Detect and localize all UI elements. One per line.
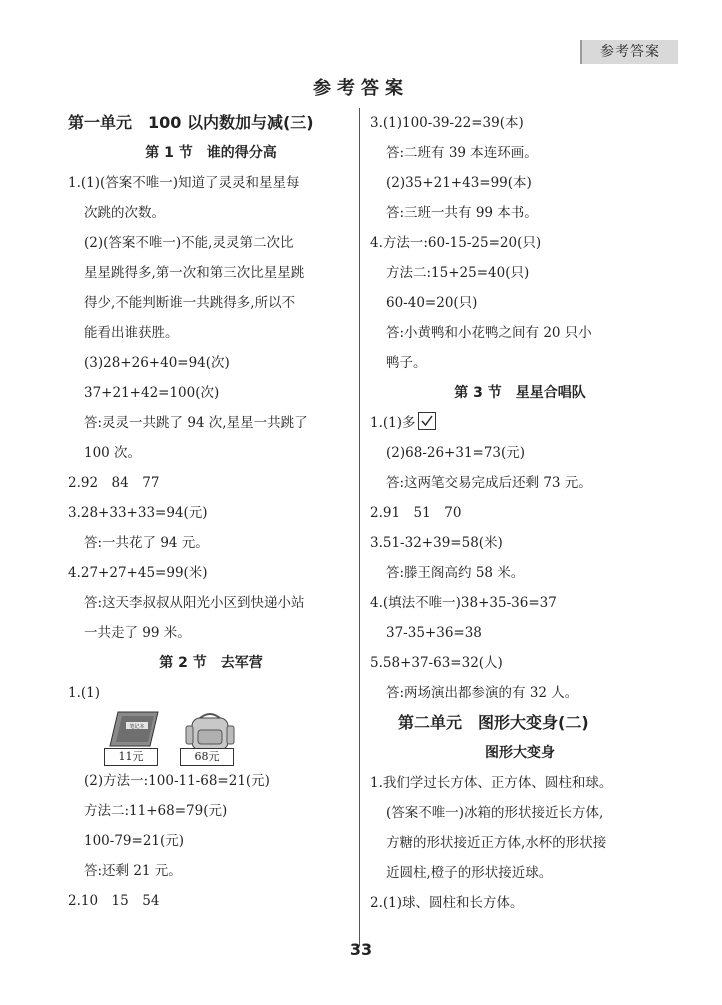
answer-line: 答:这天李叔叔从阳光小区到快递小站 xyxy=(84,595,305,611)
answer-line: (3)28+26+40=94(次) xyxy=(84,355,230,371)
answer-line: 答:两场演出都参演的有 32 人。 xyxy=(386,685,579,701)
answer-line: 37+21+42=100(次) xyxy=(84,385,220,401)
answer-line: 3.28+33+33=94(元) xyxy=(68,505,208,521)
answer-line: (2)35+21+43=99(本) xyxy=(386,175,532,191)
answer-line: 次跳的次数。 xyxy=(84,205,165,221)
page-number: 33 xyxy=(349,940,373,959)
answer-line: 2.92 84 77 xyxy=(68,475,160,491)
section-3-title: 第 3 节 星星合唱队 xyxy=(454,385,586,401)
answer-key-tag: 参考答案 xyxy=(580,40,678,64)
answer-line: (2)68-26+31=73(元) xyxy=(386,445,526,461)
answer-line xyxy=(370,408,670,438)
answer-line: 近圆柱,橙子的形状接近球。 xyxy=(386,865,553,881)
answer-line: 答:一共花了 94 元。 xyxy=(84,535,209,551)
answer-line: (2)(答案不唯一)不能,灵灵第二次比 xyxy=(84,235,294,251)
answer-line: 1.(1)(答案不唯一)知道了灵灵和星星每 xyxy=(68,175,300,191)
answer-line: 得少,不能判断谁一共跳得多,所以不 xyxy=(84,295,296,311)
answer-line: 答:还剩 21 元。 xyxy=(84,863,182,879)
answer-line: 星星跳得多,第一次和第三次比星星跳 xyxy=(84,265,305,281)
answer-line: 方糖的形状接近正方体,水杯的形状接 xyxy=(386,835,607,851)
answer-line: 5.58+37-63=32(人) xyxy=(370,655,503,671)
answer-line: 100 次。 xyxy=(84,445,142,461)
answer-line: 1.(1) xyxy=(68,685,101,701)
answer-line: 答:小黄鸭和小花鸭之间有 20 只小 xyxy=(386,325,592,341)
answer-line: 能看出谁获胜。 xyxy=(84,325,179,341)
backpack-price-tag: 68元 xyxy=(180,748,234,766)
answer-line: 2.10 15 54 xyxy=(68,893,160,909)
answer-line: 一共走了 99 米。 xyxy=(84,625,191,641)
notebook-price-tag: 11元 xyxy=(104,748,158,766)
answer-line: 4.27+27+45=99(米) xyxy=(68,565,208,581)
unit-two-subtitle: 图形大变身 xyxy=(485,745,555,761)
left-column xyxy=(68,108,354,916)
section-1-title: 第 1 节 谁的得分高 xyxy=(145,145,277,161)
answer-line: 2.(1)球、圆柱和长方体。 xyxy=(370,895,524,911)
notebook-label: 笔记本 xyxy=(129,724,145,730)
answer-line: 方法二:15+25=40(只) xyxy=(386,265,530,281)
page-title: 参考答案 xyxy=(313,78,409,99)
right-column xyxy=(370,108,670,918)
answer-line: 答:二班有 39 本连环画。 xyxy=(386,145,538,161)
answer-line: 3.51-32+39=58(米) xyxy=(370,535,503,551)
answer-line: 100-79=21(元) xyxy=(84,833,185,849)
answer-line: 4.方法一:60-15-25=20(只) xyxy=(370,235,542,251)
answer-line: 2.91 51 70 xyxy=(370,505,462,521)
section-2-title: 第 2 节 去军营 xyxy=(159,655,263,671)
unit-one-title: 第一单元 100 以内数加与减(三) xyxy=(68,113,314,132)
answer-text: 1.(1)多 xyxy=(370,415,416,431)
column-divider xyxy=(359,108,360,946)
answer-line: 1.我们学过长方体、正方体、圆柱和球。 xyxy=(370,775,613,791)
answer-line: 鸭子。 xyxy=(386,355,427,371)
answer-line: 4.(填法不唯一)38+35-36=37 xyxy=(370,595,557,611)
answer-line: 3.(1)100-39-22=39(本) xyxy=(370,115,524,131)
answer-line: 37-35+36=38 xyxy=(386,625,482,641)
answer-line: 答:三班一共有 99 本书。 xyxy=(386,205,538,221)
price-figures xyxy=(68,708,354,766)
check-icon xyxy=(418,412,436,430)
answer-line: 答:这两笔交易完成后还剩 73 元。 xyxy=(386,475,592,491)
answer-line: 方法二:11+68=79(元) xyxy=(84,803,228,819)
answer-line: 答:灵灵一共跳了 94 次,星星一共跳了 xyxy=(84,415,308,431)
answer-line: (答案不唯一)冰箱的形状接近长方体, xyxy=(386,805,604,821)
answer-line: 60-40=20(只) xyxy=(386,295,478,311)
answer-line: (2)方法一:100-11-68=21(元) xyxy=(84,773,270,789)
answer-line: 答:滕王阁高约 58 米。 xyxy=(386,565,525,581)
unit-two-title: 第二单元 图形大变身(二) xyxy=(398,713,589,732)
